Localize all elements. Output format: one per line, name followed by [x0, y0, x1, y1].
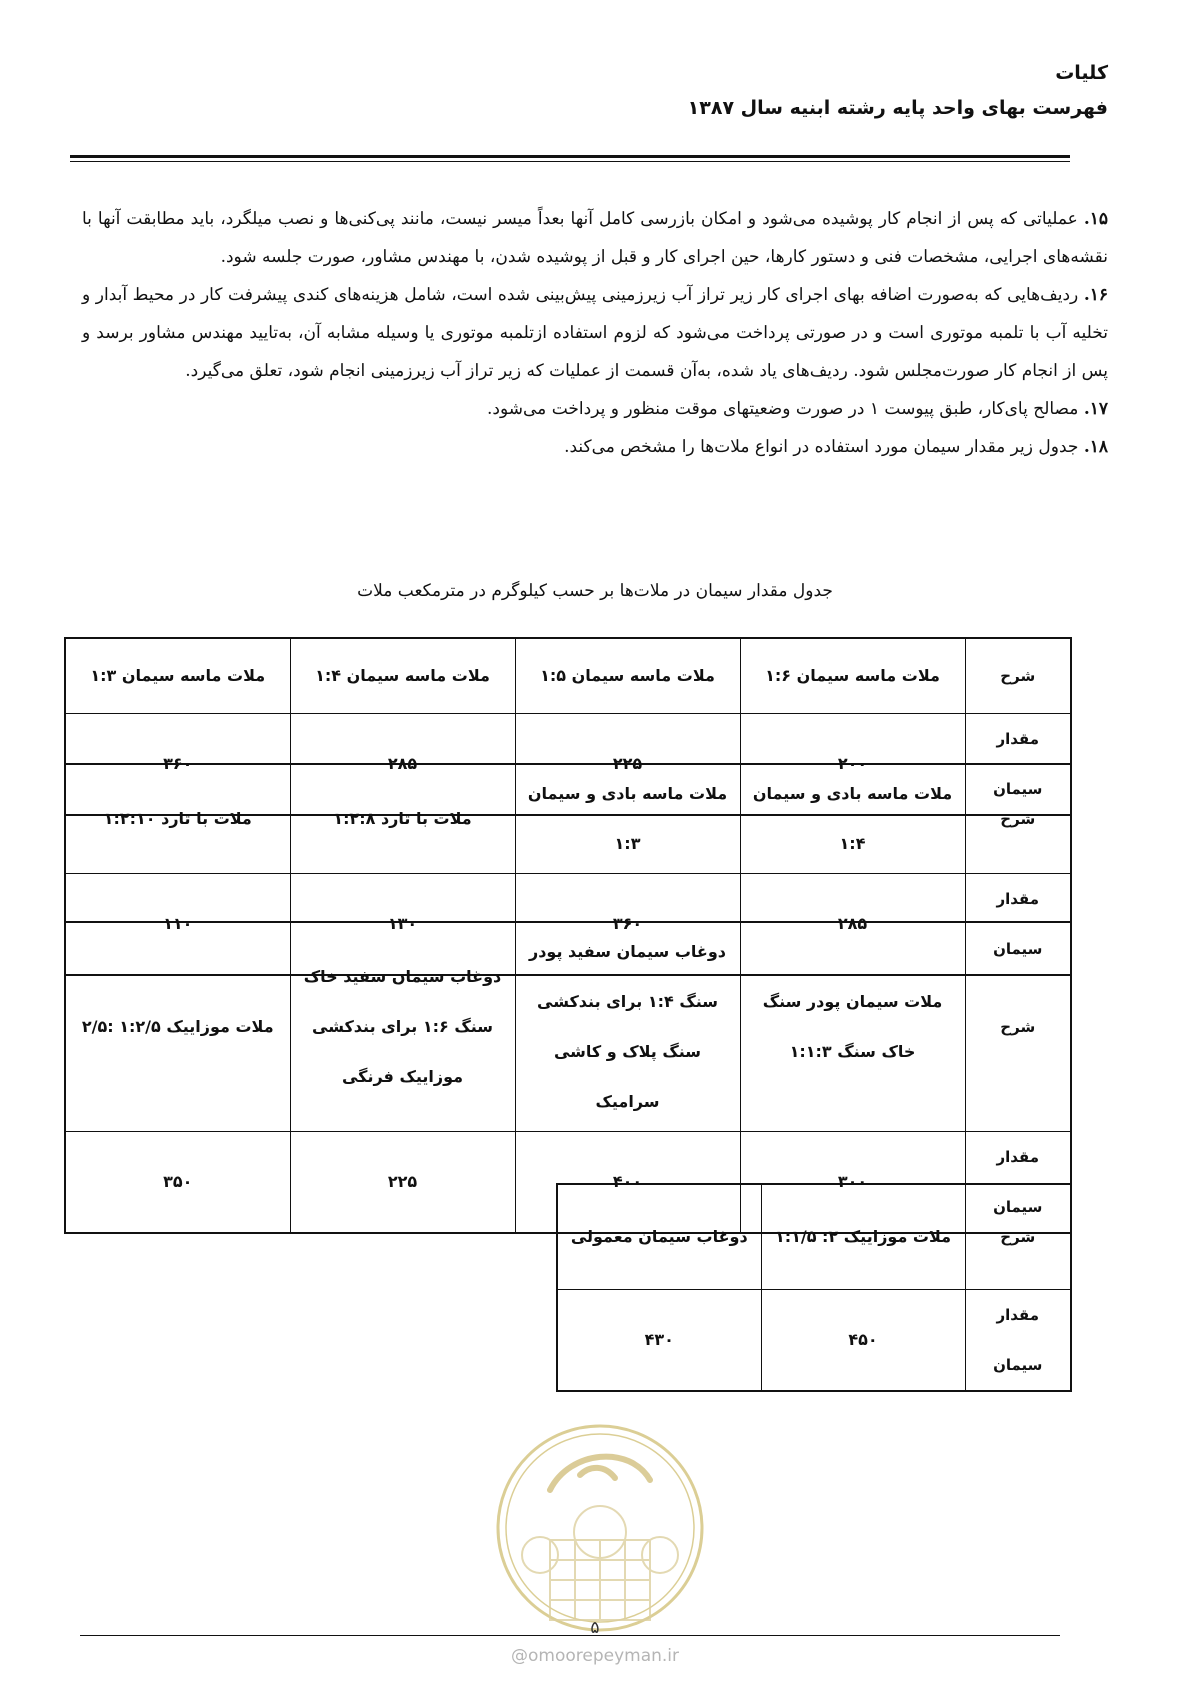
paragraph-17 — [82, 390, 1108, 428]
table-row-desc — [557, 1184, 1071, 1290]
paragraph-number: ۱۶. — [1083, 285, 1108, 305]
table-cell-desc: ملات سیمان پودر سنگ خاک سنگ ۱:۱:۳ — [740, 922, 965, 1132]
table-cell-desc: دوغاب سیمان معمولی — [557, 1184, 761, 1290]
table-cell-amount: ۲۲۵ — [290, 1132, 515, 1234]
watermark-url: @omoorepeyman.ir — [510, 1646, 680, 1666]
table-row-desc — [65, 638, 1071, 714]
table-cell-desc: ملات ماسه سیمان ۱:۶ — [740, 638, 965, 714]
table-cell-amount: ۳۵۰ — [65, 1132, 290, 1234]
table-cell-amount: ۱۳۰ — [290, 874, 515, 976]
body-text — [82, 200, 1108, 466]
table-cell-desc: ملات ماسه بادی و سیمان ۱:۳ — [515, 764, 740, 874]
table-cell-amount: ۳۶۰ — [65, 714, 290, 816]
table-cell-amount: ۲۸۵ — [740, 874, 965, 976]
row-label-amount: مقدار سیمان — [965, 1132, 1071, 1234]
section-title: کلیات — [1055, 62, 1108, 84]
table-cell-desc: ملات موزاییک ۲: ۱:۱/۵ — [761, 1184, 965, 1290]
table-cell-desc: ملات ماسه سیمان ۱:۴ — [290, 638, 515, 714]
table-cell-desc: ملات موزاییک ۱:۲/۵ :۲/۵ — [65, 922, 290, 1132]
paragraph-18 — [82, 428, 1108, 466]
paragraph-text: ردیف‌هایی که به‌صورت اضافه بهای اجرای کار زیر تراز آب زیرزمینی پیش‌بینی شده است، شامل هزینه‌های کندی پیشرفت کار در محیط آبدار و تخلیه آب با تلمبه موتوری است و در صورتی پرداخت می‌شود که لزوم استفاده ازتلمبه موتوری یا وسیله مشابه آن، به‌تایید مهندس مشاور برسد و پس از انجام کار صورت‌مجلس شود. ردیف‌های یاد شده، به‌آن قسمت از عملیات که زیر تراز آب زیرزمینی انجام شود، تعلق می‌گیرد. — [82, 285, 1108, 381]
row-label-desc: شرح — [965, 638, 1071, 714]
table-cell-desc: دوغاب سیمان سفید پودر سنگ ۱:۴ برای بندکشی سنگ پلاک و کاشی سرامیک — [515, 922, 740, 1132]
table-row-desc — [65, 922, 1071, 1132]
paragraph-text: مصالح پای‌کار، طبق پیوست ۱ در صورت وضعیتهای موقت منظور و پرداخت می‌شود. — [487, 399, 1084, 419]
table-cell-desc: ملات ماسه سیمان ۱:۳ — [65, 638, 290, 714]
row-label-desc: شرح — [965, 764, 1071, 874]
omoor-peyman-logo — [480, 1420, 720, 1635]
page-number: ۵ — [590, 1618, 600, 1638]
document-title: فهرست بهای واحد پایه رشته ابنیه سال ۱۳۸۷ — [687, 97, 1108, 119]
table-row-amount — [557, 1290, 1071, 1392]
table-cell-amount: ۴۳۰ — [557, 1290, 761, 1392]
table-cell-amount: ۴۵۰ — [761, 1290, 965, 1392]
header-rule-thin — [70, 161, 1070, 162]
row-label-desc: شرح — [965, 1184, 1071, 1290]
row-label-amount: مقدار سیمان — [965, 1290, 1071, 1392]
table-cell-desc: دوغاب سیمان سفید خاک سنگ ۱:۶ برای بندکشی موزاییک فرنگی — [290, 922, 515, 1132]
table-cell-desc: ملات ماسه بادی و سیمان ۱:۴ — [740, 764, 965, 874]
row-label-desc: شرح — [965, 922, 1071, 1132]
table-cell-amount: ۲۸۵ — [290, 714, 515, 816]
paragraph-15 — [82, 200, 1108, 276]
table-cell-desc: ملات با تارد ۱:۲:۱۰ — [65, 764, 290, 874]
header-rule-thick — [70, 155, 1070, 158]
table-cell-amount: ۲۰۰ — [740, 714, 965, 816]
table-caption: جدول مقدار سیمان در ملات‌ها بر حسب کیلوگرم در مترمکعب ملات — [357, 581, 833, 601]
paragraph-text: جدول زیر مقدار سیمان مورد استفاده در انواع ملات‌ها را مشخص می‌کند. — [564, 437, 1084, 457]
paragraph-text: عملیاتی که پس از انجام کار پوشیده می‌شود و امکان بازرسی کامل آنها بعداً میسر نیست، مانند پی‌کنی‌ها و نصب میلگرد، باید مطابقت آنها با نقشه‌های اجرایی، مشخصات فنی و دستور کارها، حین اجرای کار و قبل از پوشیده شدن، با مهندس مشاور، صورت جلسه شود. — [82, 209, 1108, 267]
paragraph-number: ۱۷. — [1083, 399, 1108, 419]
row-label-amount: مقدار سیمان — [965, 714, 1071, 816]
table-cell-amount: ۴۰۰ — [515, 1132, 740, 1234]
row-label-amount: مقدار سیمان — [965, 874, 1071, 976]
table-cell-desc: ملات ماسه سیمان ۱:۵ — [515, 638, 740, 714]
table-row-desc — [65, 764, 1071, 874]
table-cell-desc: ملات با تارد ۱:۲:۸ — [290, 764, 515, 874]
paragraph-16 — [82, 276, 1108, 390]
page-header — [82, 58, 1108, 128]
paragraph-number: ۱۸. — [1083, 437, 1108, 457]
table-cell-amount: ۱۱۰ — [65, 874, 290, 976]
paragraph-number: ۱۵. — [1083, 209, 1108, 229]
table-cell-amount: ۲۲۵ — [515, 714, 740, 816]
cement-table-group-4 — [556, 1183, 1072, 1392]
table-cell-amount: ۳۰۰ — [740, 1132, 965, 1234]
table-cell-amount: ۳۶۰ — [515, 874, 740, 976]
